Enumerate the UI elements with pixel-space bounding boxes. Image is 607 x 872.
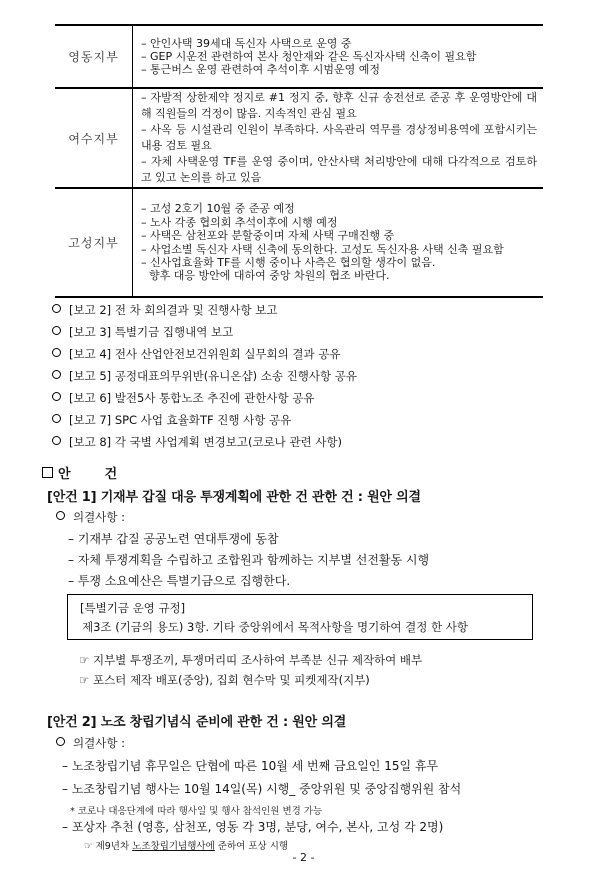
circle-bullet-icon [52,348,61,357]
section-heading-agenda: 안 건 [42,463,117,482]
special-fund-rule-box [67,594,533,640]
report-item-7: [보고 7] SPC 사업 효율화TF 진행 사항 공유 [52,412,291,428]
page-number: - 2 - [292,851,315,864]
list-item: 향후 대응 방안에 대하여 중앙 차원의 협조 바란다. [149,269,390,283]
list-item: – 기재부 갑질 공공노련 연대투쟁에 동참 [68,532,279,546]
branch-content-yeosu [133,88,544,188]
list-item: – 노조창립기념 휴무일은 단협에 따른 10월 세 번째 금요일인 15일 휴무 [62,759,439,773]
agenda-1-resolution-label: 의결사항 : [56,509,125,525]
table-row [55,88,543,188]
award-note: ☞ 제9년차 노조창립기념행사에 준하여 포상 시행 [84,841,289,852]
circle-bullet-icon [56,737,65,746]
note-item: ☞ 포스터 제작 배포(중앙), 집회 현수막 및 피켓제작(지부) [79,673,370,687]
list-item: – GEP 시운전 관련하여 본사 청안재와 같은 독신자사택 신축이 필요함 [141,49,477,63]
report-item-8: [보고 8] 각 국별 사업계획 변경보고(코로나 관련 사항) [52,434,342,450]
report-item-5: [보고 5] 공정대표의무위반(유니온샵) 소송 진행사항 공유 [52,368,357,384]
report-item-4: [보고 4] 전사 산업안전보건위원회 실무회의 결과 공유 [52,346,341,362]
agenda-1-title: [안건 1] 기재부 갑질 대응 투쟁계획에 관한 건 관한 건 : 원안 의결 [47,490,421,505]
pointing-hand-icon: ☞ [79,673,90,687]
branch-content-yeongdong [133,25,544,88]
report-item-2: [보고 2] 전 차 회의결과 및 진행사항 보고 [52,302,278,318]
circle-bullet-icon [52,392,61,401]
branch-label-yeosu: 여수지부 [55,88,133,188]
report-item-3: [보고 3] 특별기금 집행내역 보고 [52,324,233,340]
branch-label-goseong: 고성지부 [55,188,133,297]
list-item: – 투쟁 소요예산은 특별기금으로 집행한다. [68,574,291,588]
box-text: 제3조 (기금의 용도) 3항. 기타 중앙위에서 목적사항을 명기하여 결정 한 사항 [82,620,468,634]
circle-bullet-icon [52,370,61,379]
list-item: – 고성 2호기 10월 중 준공 예정 [141,202,295,216]
note-item: ☞ 지부별 투쟁조끼, 투쟁머리띠 조사하여 부족분 신규 제작하여 배부 [79,653,423,667]
pointing-hand-icon: ☞ [84,841,93,852]
table-row [55,188,543,297]
list-item: – 노사 각종 협의회 추석이후에 시행 예정 [141,215,338,229]
pointing-hand-icon: ☞ [79,653,90,667]
list-item: – 사옥 등 시설관리 인원이 부족하다. 사옥관리 역무를 경상정비용역에 포함시키는 내용 검토 필요 [141,123,537,152]
footnote: * 코로나 대응단계에 따라 행사일 및 행사 참석인원 변경 가능 [70,806,323,817]
box-title: [특별기금 운영 규정] [80,601,186,615]
circle-bullet-icon [52,436,61,445]
list-item: – 자체 사택운영 TF를 운영 중이며, 안산사택 처리방안에 대해 다각적으로 검토하고 있고 논의를 하고 있음 [141,155,537,184]
list-item: – 자체 투쟁계획을 수립하고 조합원과 함께하는 지부별 선전활동 시행 [68,553,430,567]
list-item: – 포상자 추천 (영흥, 삼천포, 영동 각 3명, 분당, 여수, 본사, 고성 각 2명) [62,820,444,834]
agenda-2-resolution-label: 의결사항 : [56,735,125,751]
report-item-6: [보고 6] 발전5사 통합노조 추진에 관한사항 공유 [52,390,315,406]
list-item: – 신사업효율화 TF를 시행 중이나 사측은 협의할 생각이 없음. [141,255,436,269]
list-item: – 노조창립기념 행사는 10월 14일(목) 시행_ 중앙위원 및 중앙집행위원 참석 [62,782,462,796]
circle-bullet-icon [56,511,65,520]
list-item: – 사택은 삼천포와 분할중이며 자체 사택 구매진행 중 [141,229,395,243]
list-item: – 자발적 상한제약 정지로 #1 정지 중, 향후 신규 송전선로 준공 후 운영방안에 대해 직원들의 걱정이 많음. 지속적인 관심 필요 [141,91,537,120]
agenda-2-title: [안건 2] 노조 창립기념식 준비에 관한 건 : 원안 의결 [47,715,347,730]
table-row [55,25,543,88]
list-item: – 사업소별 독신자 사택 신축에 동의한다. 고성도 독신자용 사택 신축 필요함 [141,242,504,256]
branch-content-goseong [133,188,544,297]
circle-bullet-icon [52,326,61,335]
list-item: – 안인사택 39세대 독신자 사택으로 운영 중 [141,36,352,50]
branch-report-table [55,24,543,298]
square-bullet-icon [42,467,53,478]
circle-bullet-icon [52,304,61,313]
circle-bullet-icon [52,414,61,423]
list-item: – 통근버스 운영 관련하여 추석이후 시범운영 예정 [141,63,380,77]
branch-label-yeongdong: 영동지부 [55,25,133,88]
